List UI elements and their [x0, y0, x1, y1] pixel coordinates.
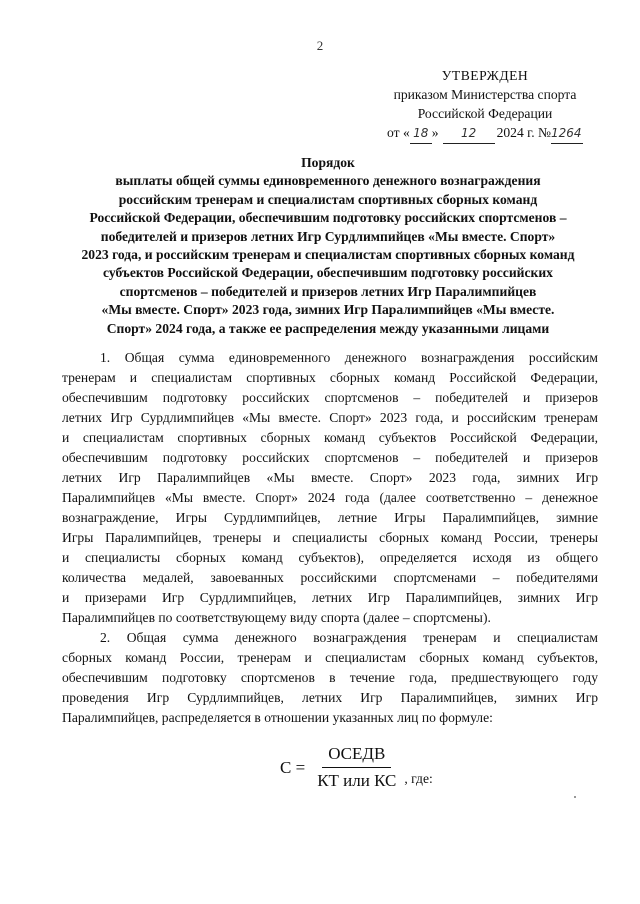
paragraph-1-line: обеспечившим подготовку российских спортсменов – победителей и призеров: [62, 390, 598, 405]
paragraph-1-line: вознаграждение, Игры Сурдлимпийцев, летние Игры Паралимпийцев, зимние: [62, 510, 598, 525]
formula-denominator: КТ или КС: [317, 771, 397, 790]
formula-numerator: ОСЕДВ: [322, 744, 391, 768]
title-line: выплаты общей суммы единовременного денежного вознаграждения: [115, 173, 541, 189]
paragraph-2-line: проведения Игр Сурдлимпийцев, летних Игр Паралимпийцев, зимних Игр: [62, 690, 598, 705]
title-line: Спорт» 2024 года, а также ее распределения между указанными лицами: [106, 320, 550, 336]
paragraph-1-line: количества медалей, завоеванных российскими спортсменами – победителями: [62, 570, 598, 585]
title-line: Порядок: [301, 155, 355, 170]
paragraph-1-line: 1. Общая сумма единовременного денежного вознаграждения российским: [100, 350, 598, 365]
paragraph-2-line: сборных команд России, тренерам и специалистам сборных команд субъектов,: [62, 650, 598, 665]
paragraph-1-line: и специалисты сборных команд субъектов), определяется исходя из общего: [62, 550, 598, 565]
paragraph-1-line: летних Игр Паралимпийцев «Мы вместе. Спорт» 2023 года, зимних Игр: [62, 470, 598, 485]
handwritten-order-number: 1264: [551, 124, 583, 144]
paragraph-1-line: обеспечившим подготовку российских спортсменов – победителей и призеров: [62, 450, 598, 465]
distribution-formula: [280, 744, 433, 791]
approval-heading: УТВЕРЖДЕН: [441, 68, 529, 83]
title-line: Российской Федерации, обеспечившим подготовку российских спортсменов –: [89, 210, 567, 226]
paragraph-1-line: Паралимпийцев «Мы вместе. Спорт» 2024 года (далее соответственно – денежное: [62, 490, 598, 505]
approval-line-2: приказом Министерства спорта: [393, 87, 577, 102]
paragraph-1-line: Игры Паралимпийцев, тренеры и специалисты сборных команд России, тренеры: [62, 530, 598, 545]
formula-tail: , где:: [404, 770, 433, 786]
paragraph-1-line: летних Игр Сурдлимпийцев «Мы вместе. Спорт» 2023 года, и российским тренерам: [62, 410, 598, 425]
paragraph-1-line: и специалистам спортивных сборных команд субъектов Российской Федерации,: [62, 430, 598, 445]
title-line: «Мы вместе. Спорт» 2023 года, зимних Игр Паралимпийцев «Мы вместе.: [101, 302, 555, 318]
title-line: 2023 года, и российским тренерам и специалистам спортивных сборных команд: [81, 247, 575, 263]
approval-line-3: Российской Федерации: [417, 106, 553, 121]
approval-stamp: [360, 66, 610, 144]
paragraph-1-line: Паралимпийцев по соответствующему виду спорта (далее – спортсмены).: [62, 610, 491, 625]
page-number: 2: [316, 38, 324, 53]
document-title: [58, 154, 598, 338]
year-text: 2024 г. №: [496, 125, 551, 140]
formula-fraction: [313, 744, 400, 791]
order-date-line: [360, 123, 610, 144]
paragraph-1-line: тренерам и специалистам спортивных сборных команд Российской Федерации,: [62, 370, 598, 385]
title-line: спортсменов – победителей и призеров летних Игр Паралимпийцев: [119, 283, 537, 299]
paragraph-2-line: обеспечившим подготовку спортсменов в течение года, предшествующего году: [62, 670, 598, 685]
title-line: победителей и призеров летних Игр Сурдлимпийцев «Мы вместе. Спорт»: [100, 228, 556, 244]
scan-speck: [574, 796, 576, 798]
title-line: российским тренерам и специалистам спортивных сборных команд: [118, 191, 538, 207]
formula-lhs: С =: [280, 757, 306, 777]
paragraph-2-line: Паралимпийцев, распределяется в отношении указанных лиц по формуле:: [62, 710, 493, 725]
date-mid: »: [431, 125, 439, 140]
date-prefix: от «: [387, 125, 410, 140]
paragraph-2-line: 2. Общая сумма денежного вознаграждения тренерам и специалистам: [100, 630, 598, 645]
paragraph-1-line: и призерами Игр Сурдлимпийцев, летних Игр Паралимпийцев, зимних Игр: [62, 590, 598, 605]
document-body: [62, 348, 598, 728]
title-line: субъектов Российской Федерации, обеспечившим подготовку российских: [103, 265, 553, 281]
handwritten-day: 18: [410, 124, 432, 144]
handwritten-month: 12: [443, 124, 495, 144]
